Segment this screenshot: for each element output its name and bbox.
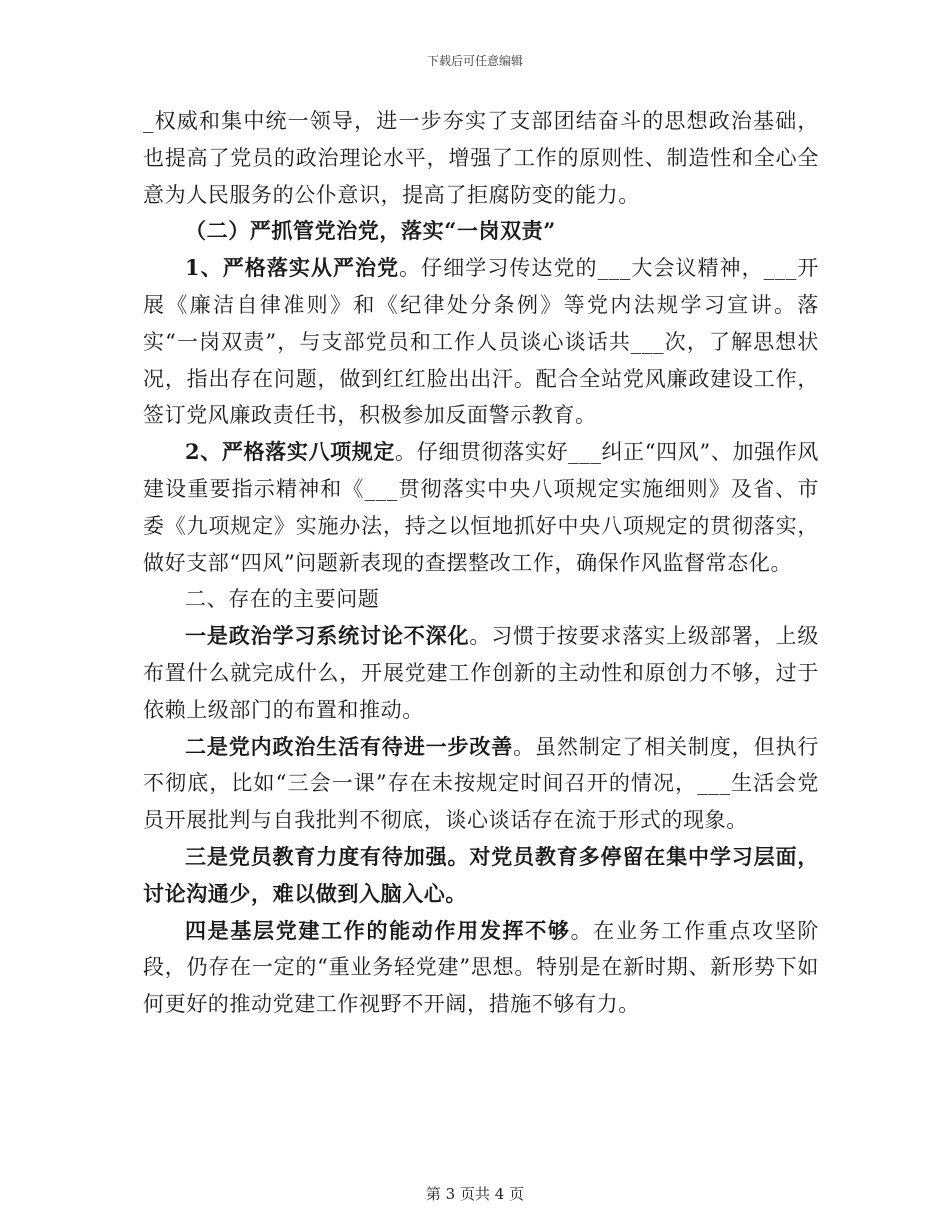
problem-3 [143, 839, 819, 913]
document-body [143, 103, 819, 1023]
page-header: 下载后可任意编辑 [426, 54, 523, 68]
page-footer: 第 3 页共 4 页 [425, 1185, 525, 1203]
section-heading-2: （二）严抓管党治党，落实“一岗双责” [185, 218, 556, 244]
paragraph-item-2 [143, 434, 819, 581]
paragraph-text: 。习惯于按要求落实上级部署，上级布置什么就完成什么，开展党建工作创新的主动性和原创力不够，过于依赖上级部门的布置和推动。 [143, 624, 819, 722]
problem-4 [143, 913, 819, 1023]
paragraph-lead: 2、严格落实八项规定 [185, 439, 396, 465]
section-heading-problems: 二、存在的主要问题 [185, 587, 380, 612]
problem-2 [143, 729, 819, 839]
paragraph-item-1 [143, 250, 819, 434]
paragraph-lead: 二是党内政治生活有待进一步改善 [185, 733, 514, 759]
paragraph-text: 。仔细贯彻落实好___纠正“四风”、加强作风建设重要指示精神和《___贯彻落实中央八项规定实施细则》及省、市委《九项规定》实施办法，持之以恒地抓好中央八项规定的贯彻落实，做好支部“四风”问题新表现的查摆整改工作，确保作风监督常态化。 [143, 440, 819, 575]
paragraph-text: 。在业务工作重点攻坚阶段，仍存在一定的“重业务轻党建”思想。特别是在新时期、新形势下如何更好的推动党建工作视野不开阔，措施不够有力。 [143, 918, 819, 1017]
paragraph-lead: 一是政治学习系统讨论不深化 [185, 623, 470, 649]
paragraph-lead: 三是党员教育力度有待加强。对党员教育多停留在集中学习层面，讨论沟通少，难以做到入脑入心。 [143, 843, 819, 906]
paragraph-text: 。虽然制定了相关制度，但执行不彻底，比如“三会一课”存在未按规定时间召开的情况，___生活会党员开展批判与自我批判不彻底，谈心谈话存在流于形式的现象。 [143, 734, 820, 833]
problem-1 [143, 618, 819, 728]
paragraph-continuation: _权威和集中统一领导，进一步夯实了支部团结奋斗的思想政治基础，也提高了党员的政治理论水平，增强了工作的原则性、制造性和全心全意为人民服务的公仆意识，提高了拒腐防变的能力。 [143, 109, 819, 207]
paragraph-lead: 四是基层党建工作的能动作用发挥不够 [185, 917, 571, 943]
paragraph-lead: 1、严格落实从严治党 [185, 255, 400, 281]
paragraph-text: 。仔细学习传达党的___大会议精神，___开展《廉洁自律准则》和《纪律处分条例》等党内法规学习宣讲。落实“一岗双责”，与支部党员和工作人员谈心谈话共___次，了解思想状况，指出存在问题，做到红红脸出出汗。配合全站党风廉政建设工作，签订党风廉政责任书，积极参加反面警示教育。 [143, 256, 819, 428]
